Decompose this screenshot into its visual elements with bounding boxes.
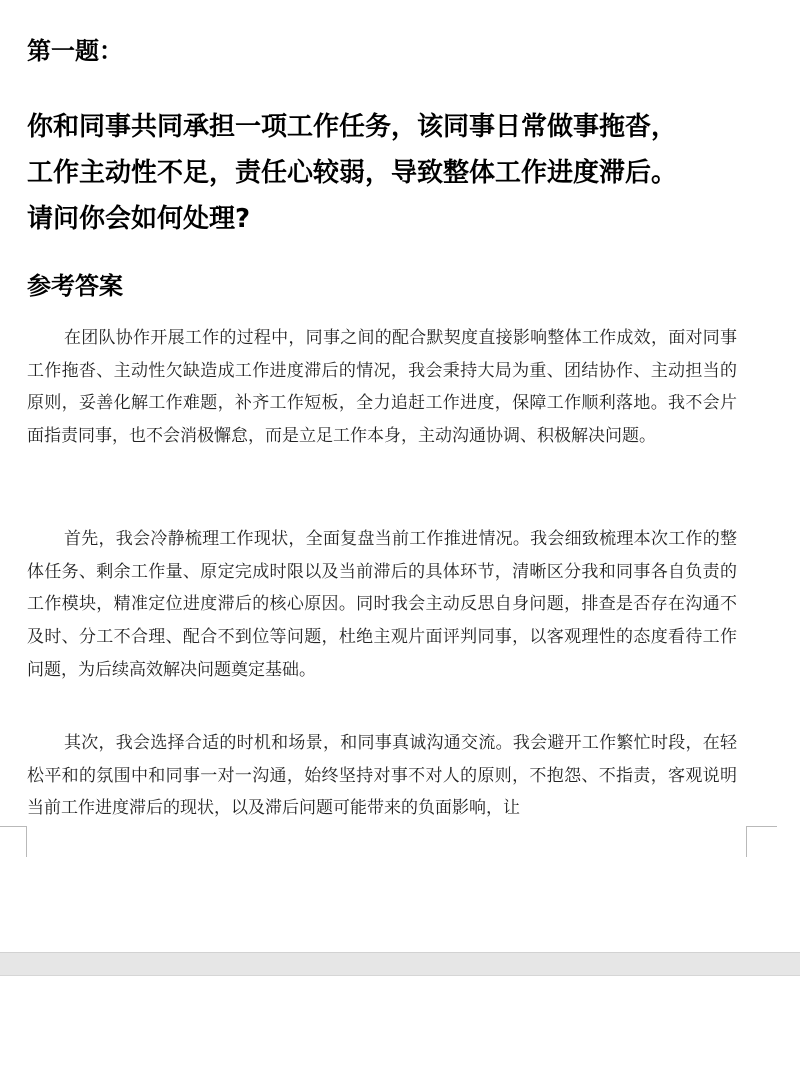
question-text xyxy=(27,104,773,242)
page-break-gap xyxy=(0,952,800,976)
question-label: 第一题： xyxy=(27,37,123,65)
answer-heading: 参考答案 xyxy=(27,272,123,300)
page-corner-mark-left xyxy=(0,826,27,857)
answer-paragraph: 其次，我会选择合适的时机和场景，和同事真诚沟通交流。我会避开工作繁忙时段，在轻松平和的氛围中和同事一对一沟通，始终坚持对事不对人的原则，不抱怨、不指责，客观说明当前工作进度滞后的现状，以及滞后问题可能带来的负面影响，让 xyxy=(27,733,737,819)
answer-paragraph: 在团队协作开展工作的过程中，同事之间的配合默契度直接影响整体工作成效，面对同事工作拖沓、主动性欠缺造成工作进度滞后的情况，我会秉持大局为重、团结协作、主动担当的原则，妥善化解工作难题，补齐工作短板，全力追赶工作进度，保障工作顺利落地。我不会片面指责同事，也不会消极懈怠，而是立足工作本身，主动沟通协调、积极解决问题。 xyxy=(27,328,737,447)
answer-paragraph: 首先，我会冷静梳理工作现状，全面复盘当前工作推进情况。我会细致梳理本次工作的整体任务、剩余工作量、原定完成时限以及当前滞后的具体环节，清晰区分我和同事各自负责的工作模块，精准定位进度滞后的核心原因。同时我会主动反思自身问题，排查是否存在沟通不及时、分工不合理、配合不到位等问题，杜绝主观片面评判同事，以客观理性的态度看待工作问题，为后续高效解决问题奠定基础。 xyxy=(27,529,737,680)
page-corner-mark-right xyxy=(746,826,777,857)
question-line: 请问你会如何处理? xyxy=(27,204,251,234)
next-page xyxy=(0,976,800,1068)
question-line: 工作主动性不足，责任心较弱，导致整体工作进度滞后。 xyxy=(27,158,678,188)
question-line: 你和同事共同承担一项工作任务，该同事日常做事拖沓， xyxy=(27,112,678,142)
